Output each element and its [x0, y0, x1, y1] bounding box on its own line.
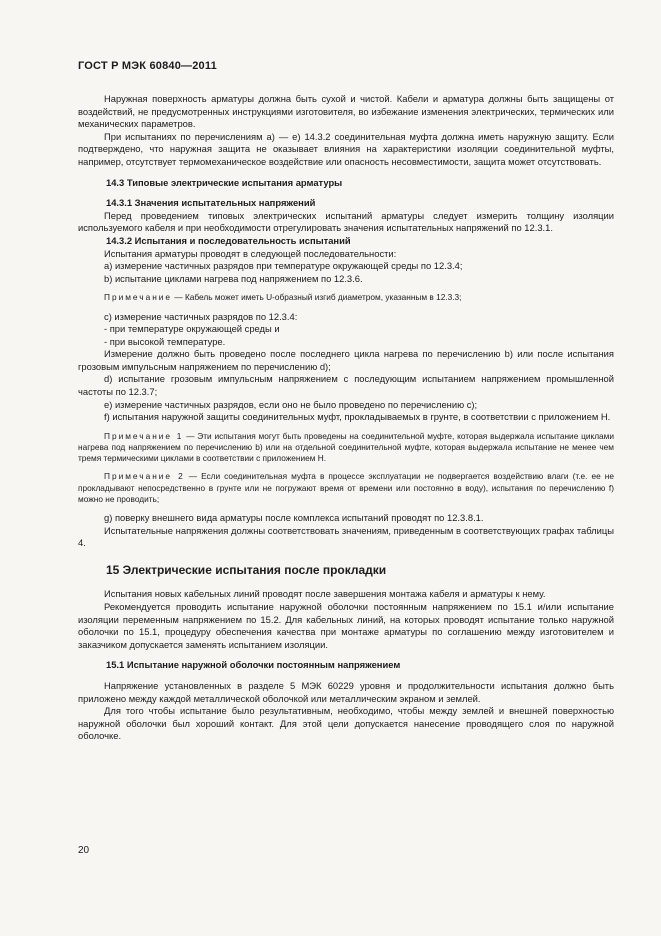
list-subitem: - при высокой температуре. [104, 335, 226, 347]
subsection-heading-14-3-1: 14.3.1 Значения испытательных напряжений [106, 197, 316, 209]
list-item-d: d) испытание грозовым импульсным напряжением с последующим испытанием напряжением промышленной частоты по 12.3.7; [78, 373, 614, 398]
list-item-g: g) поверку внешнего вида арматуры после комплекса испытаний проводят по 12.3.8.1. [104, 512, 484, 524]
paragraph: Рекомендуется проводить испытание наружной оболочки постоянным напряжением по 15.1 и/или испытание изоляции переменным напряжением по 15.2. Для кабельных линий, на которых проводят испытание только наружной оболочки по 15.1, процедуру обеспечения качества при монтаже арматуры по соглашению между изготовителем и заказчиком допускается заменять испытанием изоляции. [78, 601, 614, 650]
list-item-b: b) испытание циклами нагрева под напряжением по 12.3.6. [104, 272, 363, 284]
page-number: 20 [78, 845, 90, 856]
note-label: Примечание 2 [104, 471, 185, 482]
list-item-c: c) измерение частичных разрядов по 12.3.4: [104, 310, 298, 322]
paragraph: При испытаниях по перечислениям а) — е) 14.3.2 соединительная муфта должна иметь наружную защиту. Если подтверждено, что наружная защита не оказывает влияния на характеристики изоляции соединительной муфты, например, отсутствует термомеханическое воздействие или опасность несовместимости, защита может отсутствовать. [78, 130, 614, 167]
subsection-heading-14-3-2: 14.3.2 Испытания и последовательность испытаний [106, 234, 351, 246]
note [78, 471, 614, 505]
paragraph: Для того чтобы испытание было результативным, необходимо, чтобы между землей и внешней поверхностью наружной оболочки был хороший контакт. Для этой цели допускается нанесение проводящего слоя по наружной оболочке. [78, 705, 614, 742]
list-item-e: e) измерение частичных разрядов, если оно не было проведено по перечислению c); [104, 398, 478, 410]
section-heading-14-3: 14.3 Типовые электрические испытания арматуры [106, 176, 343, 188]
note-label: Примечание 1 [104, 430, 184, 441]
page-body [78, 88, 614, 743]
paragraph: Наружная поверхность арматуры должна быть сухой и чистой. Кабели и арматура должны быть защищены от воздействий, не предусмотренных инструкциями изготовителя, во избежание изменения электрических, термических или механических параметров. [78, 93, 614, 130]
paragraph: Перед проведением типовых электрических испытаний арматуры следует измерить толщину изоляции используемого кабеля и при необходимости отрегулировать значения испытательных напряжений по 12.3.1. [78, 209, 614, 234]
note-text: — Кабель может иметь U-образный изгиб диаметром, указанным в 12.3.3; [172, 292, 462, 303]
note [78, 292, 614, 303]
note-text: — Если соединительная муфта в процессе эксплуатации не подвергается воздействию влаги (т.е. ее не прокладывают непосредственно в грунте или не погружают время от времени или постоянно в воду), испытания по перечислению f) можно не проводить; [78, 471, 614, 504]
section-heading-15: 15 Электрические испытания после прокладки [106, 562, 387, 577]
section-heading-15-1: 15.1 Испытание наружной оболочки постоянным напряжением [106, 659, 401, 671]
note [78, 431, 614, 465]
note-label: Примечание [104, 292, 173, 303]
paragraph: Напряжение установленных в разделе 5 МЭК 60229 уровня и продолжительности испытания должно быть приложено между каждой металлической оболочкой или металлическим экраном и землей. [78, 680, 614, 704]
paragraph: Измерение должно быть проведено после последнего цикла нагрева по перечислению b) или после испытания грозовым импульсным напряжением по перечислению d); [78, 348, 614, 372]
list-item-a: a) измерение частичных разрядов при температуре окружающей среды по 12.3.4; [104, 260, 463, 272]
list-item-f: f) испытания наружной защиты соединительных муфт, прокладываемых в грунте, в соответствии с приложением Н. [104, 411, 611, 423]
paragraph: Испытательные напряжения должны соответствовать значениям, приведенным в соответствующих графах таблицы 4. [78, 524, 614, 549]
paragraph: Испытания новых кабельных линий проводят после завершения монтажа кабеля и арматуры к нему. [104, 588, 546, 600]
note-text: — Эти испытания могут быть проведены на соединительной муфте, которая выдержала испытание циклами нагрева под напряжением по перечислению b) или на отдельной соединительной муфте, которая выдержала испытание не менее чем тремя термическими циклами в соответствии с приложением Н. [78, 430, 614, 464]
document-header: ГОСТ Р МЭК 60840—2011 [78, 60, 217, 72]
paragraph: Испытания арматуры проводят в следующей последовательности: [104, 247, 397, 259]
list-subitem: - при температуре окружающей среды и [104, 323, 280, 335]
